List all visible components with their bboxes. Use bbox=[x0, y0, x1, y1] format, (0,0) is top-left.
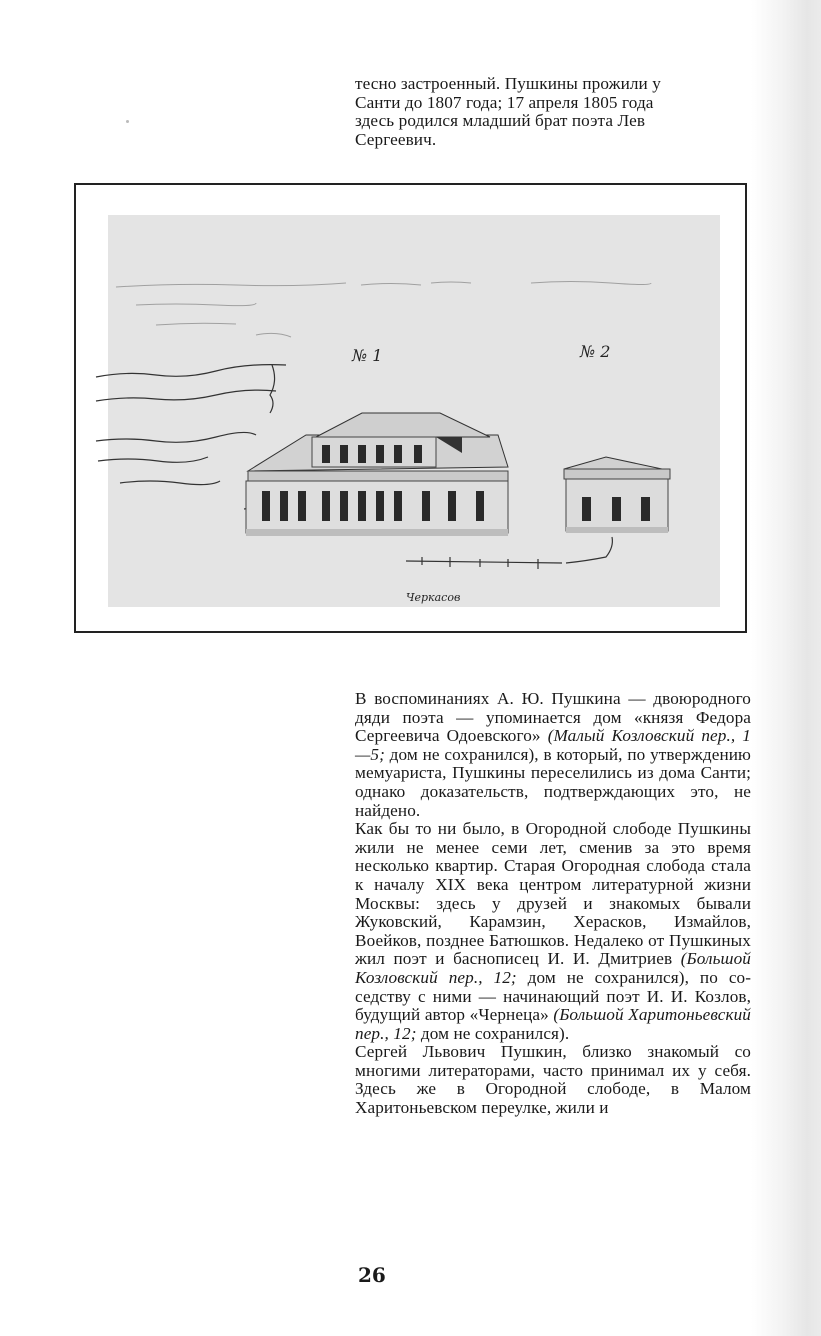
page-number: 26 bbox=[358, 1263, 386, 1287]
paragraph-1 bbox=[355, 690, 751, 820]
paragraph-2 bbox=[355, 820, 751, 1043]
label-number-1: № 1 bbox=[352, 346, 383, 365]
small-pavilion-elevation bbox=[564, 457, 670, 533]
p2-part-2: дом не сохранился), по соседству с ними — начинающий поэт И. И. Козлов, будущий автор «Чернеца» bbox=[355, 967, 751, 1025]
top-paragraph bbox=[355, 75, 751, 149]
p2-part-1: Как бы то ни было, в Огородной слободе Пушкины жили не менее семи лет, сменив за это время несколько квартир. Старая Огородная слобода стала к началу XIX века центром литературной жизни Москвы: здесь у друзей и знакомых бывали Жуковский, Карамзин, Херасков, Измайлов, Воейков, позднее Батюшков. Недалеко от Пушкиных жил поэт и баснописец И. И. Дмитриев bbox=[355, 819, 751, 969]
top-line-4: Сергеевич. bbox=[355, 129, 437, 149]
print-speck bbox=[126, 120, 129, 123]
p1-lead: В воспоминаниях А. Ю. Пушкина — двоюродного дяди поэта — упоминается дом «князя Федора Сергеевича Одоевского» bbox=[355, 689, 751, 746]
drawing-paper bbox=[108, 215, 720, 607]
top-line-1: тесно застроенный. Пушкины прожили у bbox=[355, 74, 661, 93]
signature: Черкасов bbox=[406, 591, 461, 604]
facade-drawing bbox=[76, 185, 749, 635]
p2-address-1: (Большой Козловский пер., 12; bbox=[355, 949, 751, 987]
p1-rest: дом не сохранился), в который, по утверждению мемуариста, Пушкины переселились из дома Санти; однако доказательств, подтверждающих это, не найдено. bbox=[355, 744, 751, 820]
p2-part-3: дом не сохранился). bbox=[416, 1023, 570, 1043]
top-line-3: здесь родился младший брат поэта Лев bbox=[355, 111, 646, 131]
top-line-2: Санти до 1807 года; 17 апреля 1805 года bbox=[355, 92, 654, 112]
p2-address-2: (Большой Харитоньевский пер., 12; bbox=[355, 1005, 751, 1043]
p1-address: (Малый Козловский пер., 1—5; bbox=[355, 726, 751, 764]
architectural-drawing-figure bbox=[74, 183, 747, 633]
page-edge-shadow bbox=[751, 0, 821, 1336]
paragraph-3: Сергей Львович Пушкин, близко знакомый со многими литераторами, часто принимал их у себя. Здесь же в Огородной слободе, в Малом Харитоньевском переулке, жили и bbox=[355, 1042, 751, 1118]
main-text bbox=[355, 690, 751, 1118]
label-number-2: № 2 bbox=[580, 342, 611, 361]
